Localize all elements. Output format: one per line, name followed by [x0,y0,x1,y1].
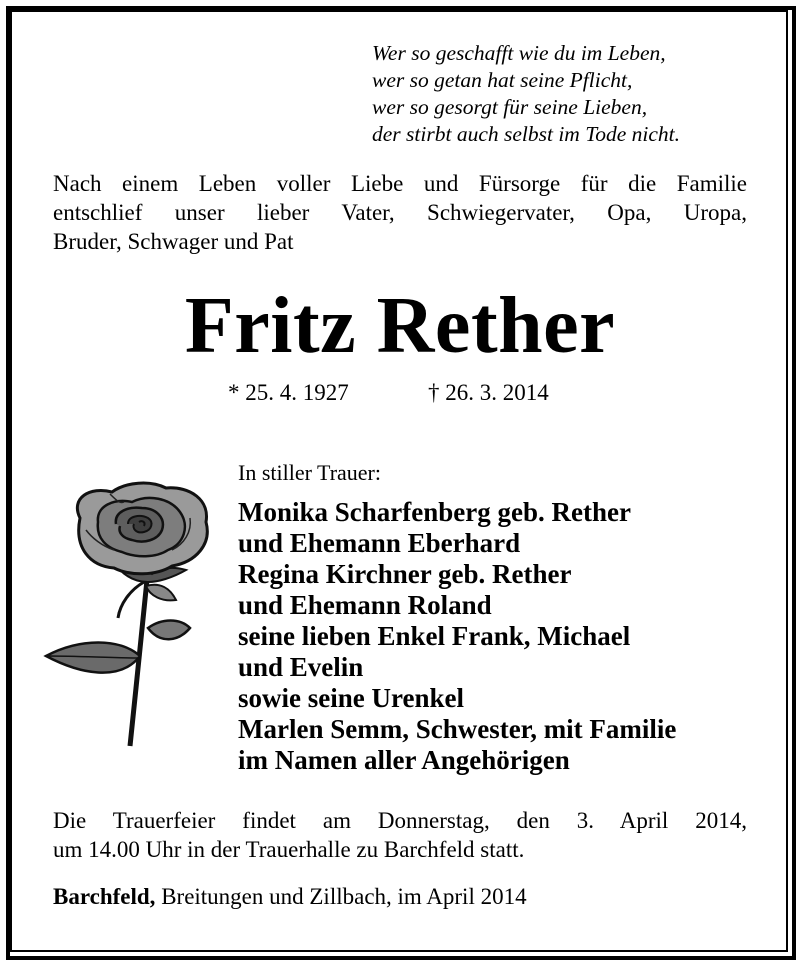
mourner-line: und Ehemann Roland [238,590,492,620]
intro-line: entschlief unser lieber Vater, Schwiegervater, Opa, Uropa, [53,200,747,225]
deceased-name: Fritz Rether [184,282,616,370]
mourner-line: sowie seine Urenkel [238,683,464,713]
poem-line: wer so gesorgt für seine Lieben, [372,95,648,119]
mourning-label: In stiller Trauer: [238,460,381,485]
poem-line: der stirbt auch selbst im Tode nicht. [372,122,680,146]
rose-icon [40,478,220,748]
mourners-list [238,497,676,776]
mourner-line: und Ehemann Eberhard [238,528,521,558]
poem-line: Wer so geschafft wie du im Leben, [372,41,666,65]
mourner-line: Marlen Semm, Schwester, mit Familie [238,714,677,744]
ceremony-line: um 14.00 Uhr in der Trauerhalle zu Barchfeld statt. [53,837,525,862]
ceremony-line: Die Trauerfeier findet am Donnerstag, den 3. April 2014, [53,808,747,833]
intro-line: Bruder, Schwager und Pat [53,229,294,254]
mourner-line: seine lieben Enkel Frank, Michael [238,621,631,651]
mourner-line: Monika Scharfenberg geb. Rether [238,497,631,527]
place-date-line [53,884,527,910]
intro-line: Nach einem Leben voller Liebe und Fürsorge für die Familie [53,171,747,196]
death-date: † 26. 3. 2014 [428,380,549,405]
poem [372,40,680,148]
intro-text [53,169,747,256]
place-date-rest: Breitungen und Zillbach, im April 2014 [155,884,527,909]
mourner-line: Regina Kirchner geb. Rether [238,559,572,589]
place-name: Barchfeld, [53,884,156,909]
poem-line: wer so getan hat seine Pflicht, [372,68,633,92]
mourner-line: im Namen aller Angehörigen [238,745,570,775]
mourner-line: und Evelin [238,652,364,682]
birth-date: * 25. 4. 1927 [228,380,349,405]
ceremony-text [53,806,747,864]
